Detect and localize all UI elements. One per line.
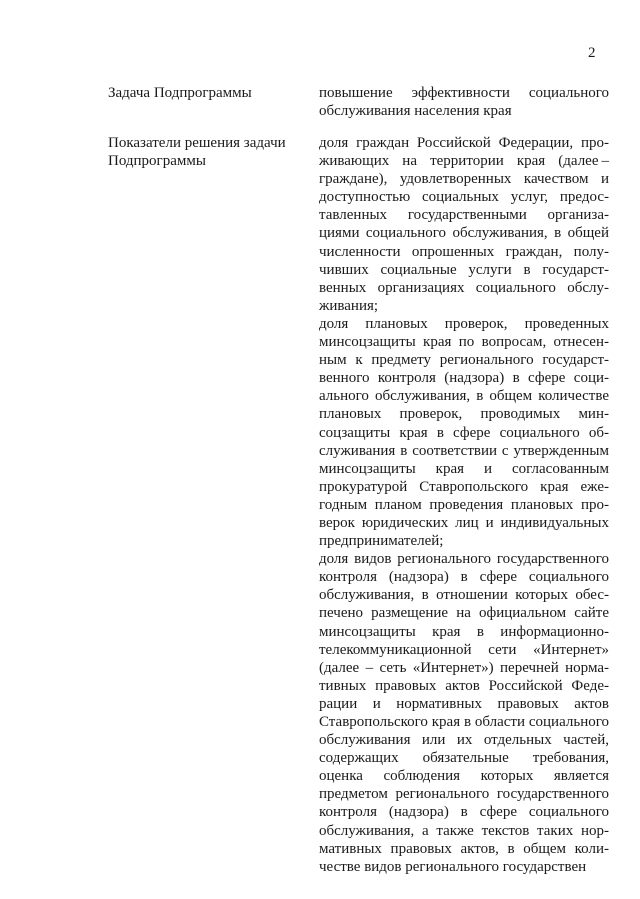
indicators-label: Показатели решения задачи Подпрограммы bbox=[108, 135, 286, 169]
page-number: 2 bbox=[588, 45, 596, 61]
task-label: Задача Подпрограммы bbox=[108, 85, 252, 101]
indicator-paragraph-1: доля граждан Российской Федерации, проживающих на территории края (далее – граждане), удовлетворенных качеством и доступностью социальных услуг, предоставленных государственными организациями социального обслуживания, в общей численности опрошенных граждан, получивших социальные услуги в государственных организациях социального обслуживания; bbox=[319, 135, 609, 314]
indicator-paragraph-3: доля видов регионального государственного контроля (надзора) в сфере социального обслуживания, в отношении которых обеспечено размещение на официальном сайте минсоцзащиты края в информационно-телекоммуникационной сети «Интернет» (далее – сеть «Интернет») перечней нормативных правовых актов Российской Федерации и нормативных правовых актов Ставропольского края в области социального обслуживания или их отдельных частей, содержащих обязательные требования, оценка соблюдения которых является предметом регионального государственного контроля (надзора) в сфере социального обслуживания, а также текстов таких нормативных правовых актов, в общем количестве видов регионального государствен bbox=[319, 551, 609, 875]
indicator-paragraph-2: доля плановых проверок, проведенных минсоцзащиты края по вопросам, отнесенным к предмету регионального государственного контроля (надзора) в сфере социального обслуживания, в общем количестве плановых проверок, проводимых минсоцзащиты края в сфере социального обслуживания в соответствии с утвержденным минсоцзащиты края и согласованным прокуратурой Ставропольского края ежегодным планом проведения плановых проверок юридических лиц и индивидуальных предпринимателей; bbox=[319, 315, 609, 550]
task-value-text: повышение эффективности социального обслуживания населения края bbox=[319, 85, 609, 120]
indicators-value bbox=[319, 134, 609, 876]
task-value bbox=[319, 84, 609, 120]
